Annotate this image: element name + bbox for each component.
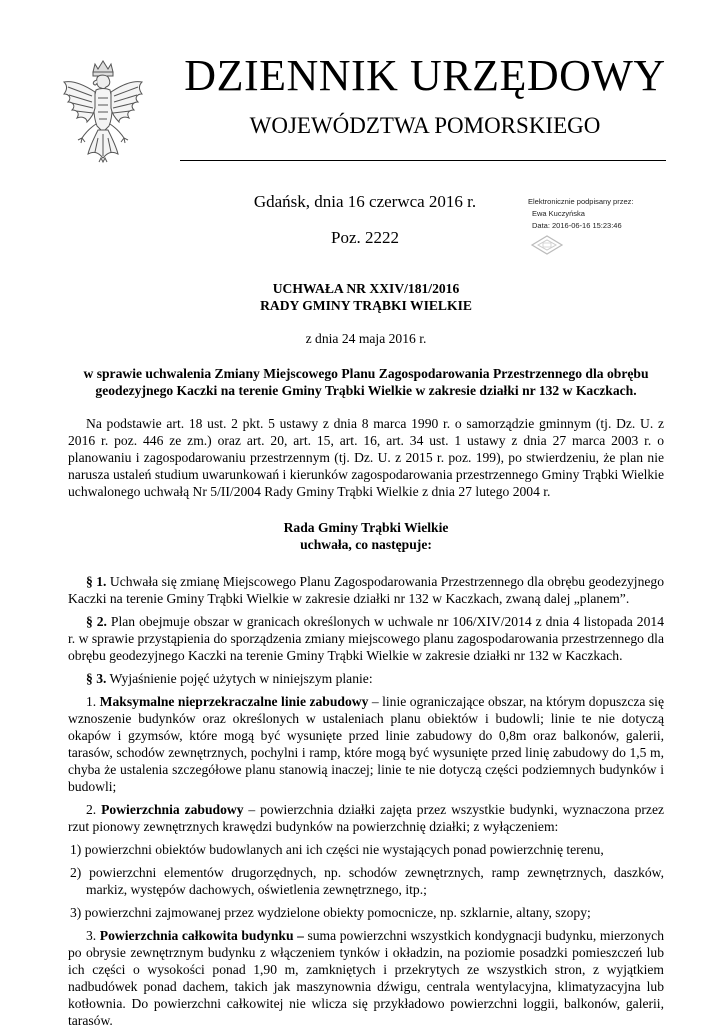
journal-subtitle: WOJEWÓDZTWA POMORSKIEGO (249, 113, 601, 138)
section-3 (68, 670, 664, 687)
polish-eagle-emblem-icon (60, 58, 146, 170)
header-divider (180, 160, 666, 161)
legal-basis: Na podstawie art. 18 ust. 2 pkt. 5 ustawy z dnia 8 marca 1990 r. o samorządzie gminnym (tj. Dz. U. z 2016 r. poz. 446 ze zm.) oraz art. 20, art. 15, art. 16, art. 34 ust. 1 ustawy z dnia 27 marca 2003 r. o planowaniu i zagospodarowaniu przestrzennym (tj. Dz. U. z 2015 r. poz. 199), po stwierdzeniu, że plan nie narusza ustaleń studium uwarunkowań i kierunków zagospodarowania przestrzennego Gminy Trąbki Wielkie uchwalonego uchwałą Nr 5/II/2004 Rady Gminy Trąbki Wielkie z dnia 27 lutego 2004 r. (68, 416, 664, 499)
section-text: Wyjaśnienie pojęć użytych w niniejszym planie: (106, 671, 373, 686)
definition-3 (68, 927, 664, 1029)
section-label: § 1. (86, 574, 107, 589)
act-date: z dnia 24 maja 2016 r. (305, 331, 427, 346)
definition-text: – powierzchnia działki zajęta przez wszystkie budynki, wyznaczona przez rzut pionowy zewnętrznych krawędzi budynków na powierzchnię działki; z wyłączeniem: (68, 802, 665, 834)
act-subject: w sprawie uchwalenia Zmiany Miejscowego Planu Zagospodarowania Przestrzennego dla obrębu geodezyjnego Kaczki na terenie Gminy Trąbki Wielkie w zakresie działki nr 132 w Kaczkach. (83, 366, 649, 398)
act-title (68, 280, 664, 314)
definition-number: 1. (86, 694, 100, 709)
act-number: UCHWAŁA NR XXIV/181/2016 (272, 281, 460, 296)
council-resolves: uchwała, co następuje: (300, 537, 432, 552)
list-item: 2) powierzchni elementów drugorzędnych, np. schodów zewnętrznych, ramp zewnętrznych, daszków, markiz, występów dachowych, oświetlenia zewnętrznego, itp.; (70, 865, 664, 897)
definition-number: 3. (86, 928, 100, 943)
council-name: Rada Gminy Trąbki Wielkie (283, 520, 449, 535)
section-label: § 3. (86, 671, 107, 686)
document-body (68, 280, 664, 1029)
definition-term: Maksymalne nieprzekraczalne linie zabudowy (99, 694, 369, 709)
signature-label: Elektronicznie podpisany przez: (528, 197, 634, 206)
signature-stamp-icon (528, 233, 566, 257)
council-heading (68, 519, 664, 553)
list-item: 1) powierzchni obiektów budowlanych ani ich części nie wystających ponad powierzchnię terenu, (70, 842, 604, 857)
section-2 (68, 613, 664, 664)
definition-number: 2. (86, 802, 102, 817)
signature-signer: Ewa Kuczyńska (532, 209, 585, 218)
journal-title: DZIENNIK URZĘDOWY (184, 51, 666, 100)
list-item: 3) powierzchni zajmowanej przez wydzielone obiekty pomocnicze, np. szklarnie, altany, szopy; (70, 905, 591, 920)
section-label: § 2. (86, 614, 107, 629)
definition-2 (68, 801, 664, 835)
definition-term: Powierzchnia całkowita budynku – (99, 928, 304, 943)
definition-text: – linie ograniczające obszar, na którym dopuszcza się wznoszenie budynków oraz określonych w ustaleniach planu obiektów i budowli; linie te nie dotyczą okapów i gzymsów, które mogą być wysunięte przed linie zabudowy do 0,8m oraz balkonów, galerii, tarasów, schodów zewnętrznych, pochylni i ramp, które mogą być wysunięte przed linię zabudowy do 1,5 m, chyba że ustalenia szczegółowe planu stanowią inaczej; linie te nie dotyczą części podziemnych budynków i budowli; (68, 694, 664, 794)
position-number: Poz. 2222 (331, 228, 399, 247)
section-text: Plan obejmuje obszar w granicach określonych w uchwale nr 106/XIV/2014 z dnia 4 listopada 2014 r. w sprawie przystąpienia do sporządzenia zmiany miejscowego planu zagospodarowania przestrzennego dla obrębu geodezyjnego Kaczki na terenie Gminy Trąbki Wielkie w zakresie działki nr 132 w Kaczkach. (68, 614, 664, 663)
electronic-signature-block (528, 196, 708, 232)
definition-text: suma powierzchni wszystkich kondygnacji budynku, mierzonych po obrysie zewnętrznym budynku z włączeniem tynków i okładzin, na poziomie posadzki pomieszczeń lub ich części o wysokości ponad 1,90 m, zamkniętych i przekrytych ze wszystkich stron, z wyjątkiem nadbudówek ponad dachem, takich jak maszynownia dźwigu, centrala wentylacyjna, klimatyzacyjna lub kotłownia. Do powierzchni całkowitej nie wlicza się przykładowo powierzchni loggii, balkonów, galerii, tarasów. (68, 928, 664, 1028)
section-1 (68, 573, 664, 607)
signature-date: Data: 2016-06-16 15:23:46 (532, 221, 622, 230)
definition-term: Powierzchnia zabudowy (101, 802, 244, 817)
publication-date: Gdańsk, dnia 16 czerwca 2016 r. (253, 192, 477, 211)
act-issuer: RADY GMINY TRĄBKI WIELKIE (260, 298, 472, 313)
section-text: Uchwała się zmianę Miejscowego Planu Zagospodarowania Przestrzennego dla obrębu geodezyjnego Kaczki na terenie Gminy Trąbki Wielkie w zakresie działki nr 132 w Kaczkach, zwaną dalej „planem”. (68, 574, 665, 606)
definition-1 (68, 693, 664, 795)
